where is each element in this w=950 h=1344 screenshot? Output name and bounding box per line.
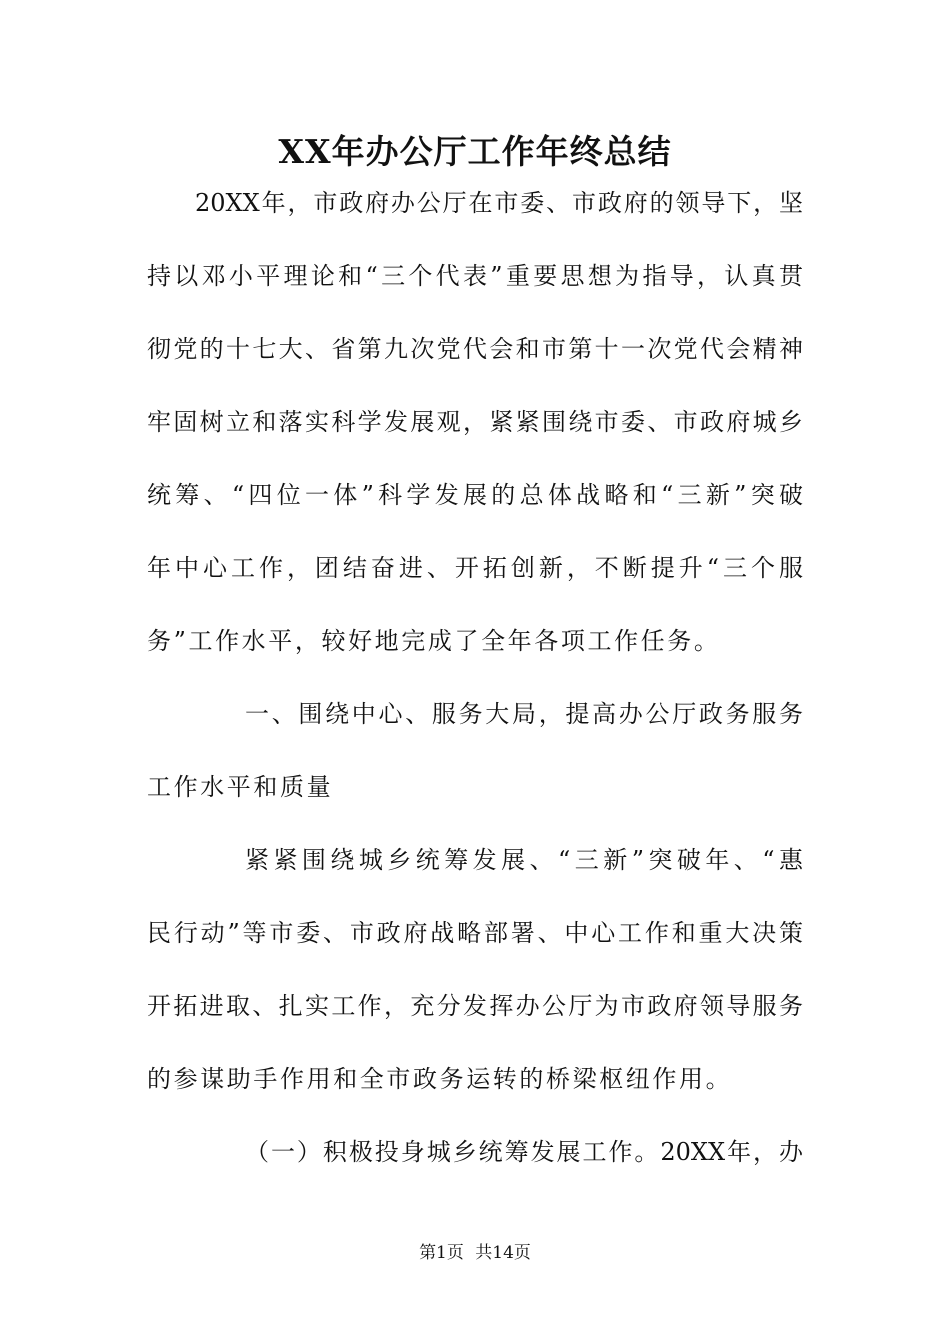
body-line: 彻党的十七大、省第九次党代会和市第十一次党代会精神 <box>147 335 803 363</box>
body-line: 开拓进取、扎实工作，充分发挥办公厅为市政府领导服务 <box>147 992 803 1020</box>
section-heading-line: 一、围绕中心、服务大局，提高办公厅政务服务 <box>245 700 803 728</box>
body-line: 牢固树立和落实科学发展观，紧紧围绕市委、市政府城乡 <box>147 408 803 436</box>
body-line: 统筹、“四位一体”科学发展的总体战略和“三新”突破 <box>147 481 803 509</box>
section-heading-line: 工作水平和质量 <box>147 773 334 801</box>
body-line: 民行动”等市委、市政府战略部署、中心工作和重大决策 <box>147 919 803 947</box>
page-number: 第1页 <box>419 1243 464 1263</box>
body-line: 持以邓小平理论和“三个代表”重要思想为指导，认真贯 <box>147 262 803 290</box>
document-title: XX年办公厅工作年终总结 <box>278 132 672 171</box>
body-line: 紧紧围绕城乡统筹发展、“三新”突破年、“惠 <box>245 846 803 874</box>
body-line: 的参谋助手作用和全市政务运转的桥梁枢纽作用。 <box>147 1065 733 1093</box>
page-footer <box>0 1240 950 1266</box>
body-line: 务”工作水平，较好地完成了全年各项工作任务。 <box>147 627 721 655</box>
body-line: 20XX年，市政府办公厅在市委、市政府的领导下，坚 <box>195 189 803 217</box>
subsection-line: （一）积极投身城乡统筹发展工作。20XX年，办 <box>245 1138 803 1166</box>
page-total: 共14页 <box>475 1243 531 1263</box>
body-line: 年中心工作，团结奋进、开拓创新，不断提升“三个服 <box>147 554 803 582</box>
